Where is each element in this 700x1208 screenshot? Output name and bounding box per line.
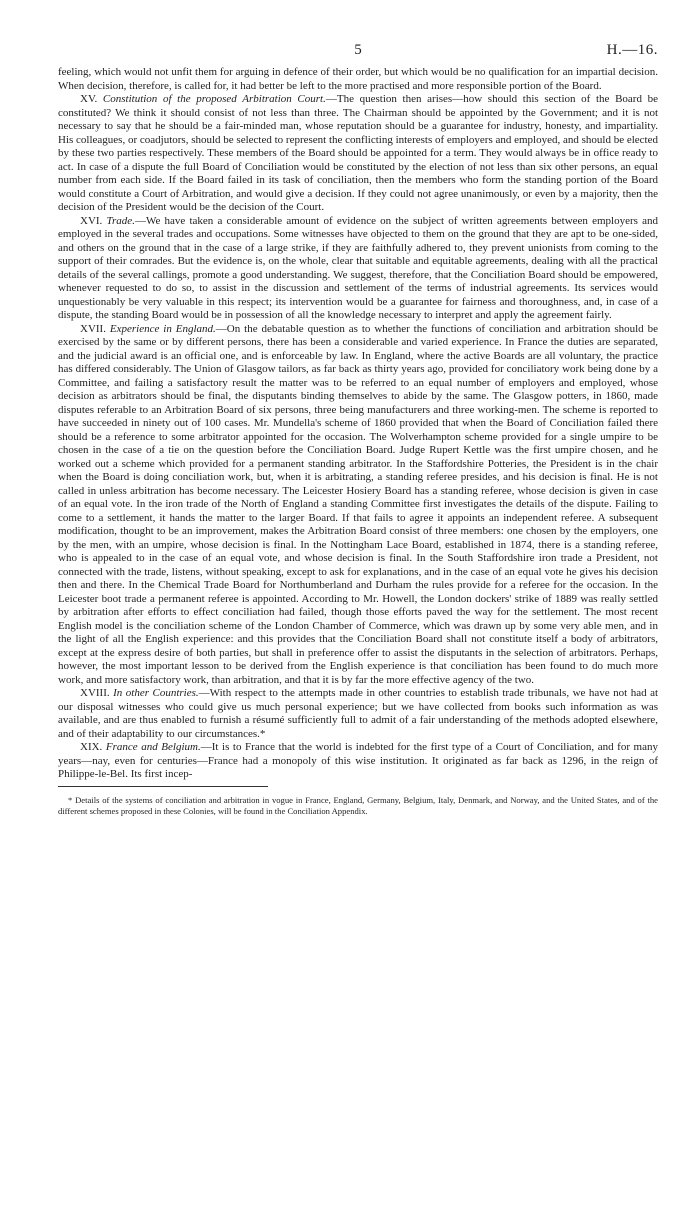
section-xix — [58, 741, 658, 782]
section-heading: France and Belgium. — [105, 741, 201, 753]
section-numeral: XIX. — [80, 741, 103, 753]
page-header — [58, 38, 658, 66]
section-xv — [58, 93, 658, 215]
section-heading: Constitution of the proposed Arbitration Court. — [102, 93, 326, 105]
footnote-divider — [58, 786, 268, 787]
section-text: —With respect to the attempts made in other countries to establish trade tribunals, we have not had at our disposal witnesses who could give us much personal experience; but we have collected from books such information as was available, and are thus enabled to furnish a résumé sufficiently full to admit of a fair understanding of the methods adopted elsewhere, and of their adaptability to our circumstances.* — [58, 687, 659, 740]
document-id: H.—16. — [606, 42, 658, 58]
section-xvii — [58, 323, 658, 688]
section-text: —On the debatable question as to whether the functions of conciliation and arbitration should be exercised by the same or by different persons, there has been a considerable and varied experience. In France the duties are separated, and the judicial award is an official one, and is enforceable by law. In England, where the active Boards are all voluntary, the practice has differed considerably. The Union of Glasgow tailors, as far back as thirty years ago, provided for conciliatory work being done by a Committee, and failing a satisfactory result the matter was to be referred to an equal number of employers and employed, whose decision as arbitrators should be final, the disputants binding themselves to abide by the same. The Glasgow potters, in 1860, made disputes referable to an Arbitration Board of six persons, three being manufacturers and three working-men. The scheme is reported to have succeeded in ninety out of 100 cases. Mr. Mundella's scheme of 1860 provided that when the Board of Conciliation failed there should be a reference to some arbitrator appointed for the occasion. The Wolverhampton scheme provided for a single umpire to be chosen in the case of a tie on the question before the Conciliation Board. Judge Rupert Kettle was the first umpire chosen, and he worked out a scheme which provided for a permanent standing arbitrator. In the Staffordshire Potteries, the President is in the chair when the Board is doing conciliation work, but, when it is arbitrating, a standing referee presides, and his decision is final. He is not called in unless arbitration has become necessary. The Leicester Hosiery Board has a standing referee, whose decision is given in case of an equal vote. In the iron trade of the North of England a standing Committee first investigates the details of the dispute. Failing to come to a settlement, it hands the matter to the larger Board. If that fails to agree it appoints an independent referee. A subsequent modification, thought to be an improvement, makes the Arbitration Board consist of three members: one chosen by the employers, one by the men, with an umpire, whose decision is final. In the Nottingham Lace Board, established in 1874, there is a standing referee, who is appealed to in the case of an equal vote, and whose decision is final. In the South Staffordshire iron trade a President, not connected with the trade, listens, without speaking, except to ask for explanations, and in the case of an equal vote he gives his decision then and there. In the Chemical Trade Board for Northumberland and Durham the rules provide for a referee for the occasion. In the Leicester boot trade a permanent referee is appointed. According to Mr. Howell, the London dockers' strike of 1889 was really settled by arbitration after efforts to effect conciliation had failed, though those efforts paved the way for the settlement. The most recent English model is the conciliation scheme of the London Chamber of Commerce, which was drawn up by some very able men, and in the light of all the English experience: and this provides that the Conciliation Board shall not constitute itself a body of arbitrators, except at the express desire of both parties, but shall in preference offer to assist the disputants in the selection of arbitrators. Perhaps, however, the most important lesson to be derived from the English experience is that conciliation has been found to do much more work, and more satisfactory work, than arbitration, and that it is by far the more effective agency of the two. — [58, 322, 658, 686]
body-text — [58, 66, 658, 782]
intro-paragraph: feeling, which would not unfit them for arguing in defence of their order, but which would be no qualification for an impartial decision. When decision, therefore, is called for, it had better be left to the more practised and more responsible portion of the Board. — [58, 66, 658, 92]
section-xvi — [58, 215, 658, 323]
section-xviii — [58, 687, 658, 741]
section-text: —The question then arises—how should this section of the Board be constituted? We think it should consist of not less than three. The Chairman should be appointed by the Government; and it is not necessary to say that he should be a fair-minded man, whose reputation should be a guarantee for industry, honesty, and impartiality. His colleagues, or coadjutors, should be selected to represent the conflicting interests of employers and employed, and should be elected by these two parties respectively. These members of the Board should be appointed for a term. They would always be in office ready to act. In case of a dispute the full Board of Conciliation would be constituted by the election of not less than six other persons, an equal number from each side. If the Board failed in its task of conciliation, then the members who form the standing portion of the Board would constitute a Court of Arbitration, and would give a decision. If they could not agree unanimously, or even by a majority, then the decision of the President would be the decision of the Court. — [58, 93, 658, 213]
section-heading: In other Countries. — [113, 687, 199, 699]
section-text: —We have taken a considerable amount of evidence on the subject of written agreements between employers and employed in the several trades and occupations. Some witnesses have objected to them on the ground that they are apt to be one-sided, and others on the ground that in the case of a large strike, if they are faithfully adhered to, they prevent unionists from coming to the support of their comrades. But the evidence is, on the whole, clear that suitable and equitable agreements, dealing with all the practical details of the several callings, promote a good understanding. We suggest, therefore, that the Conciliation Board should be empowered, whenever requested to do so, to assist in the discussion and settlement of the terms of industrial agreements. Its services would unquestionably be very valuable in this respect; its intervention would be a guarantee for fairness and thoroughness, and, in case of a dispute, the standing Board would be in possession of all the knowledge necessary to interpret and apply the agreement fairly. — [58, 214, 659, 321]
page-number: 5 — [354, 42, 362, 58]
section-heading: Experience in England. — [109, 322, 216, 335]
section-heading: Trade. — [106, 214, 135, 227]
document-page — [58, 38, 658, 825]
section-numeral: XVII. — [80, 322, 106, 335]
footnote: * Details of the systems of conciliation and arbitration in vogue in France, England, Germany, Belgium, Italy, Denmark, and Norway, and the United States, and of the different schemes proposed in these Colonies, will be found in the Conciliation Appendix. — [58, 795, 658, 816]
section-numeral: XV. — [80, 93, 98, 105]
section-numeral: XVI. — [80, 214, 103, 227]
section-numeral: XVIII. — [80, 687, 110, 699]
section-text: —It is to France that the world is indebted for the first type of a Court of Conciliation, and for many years—nay, even for centuries—France had a monopoly of this wise institution. It originated as far back as 1296, in the reign of Philippe-le-Bel. Its first incep- — [58, 741, 658, 780]
